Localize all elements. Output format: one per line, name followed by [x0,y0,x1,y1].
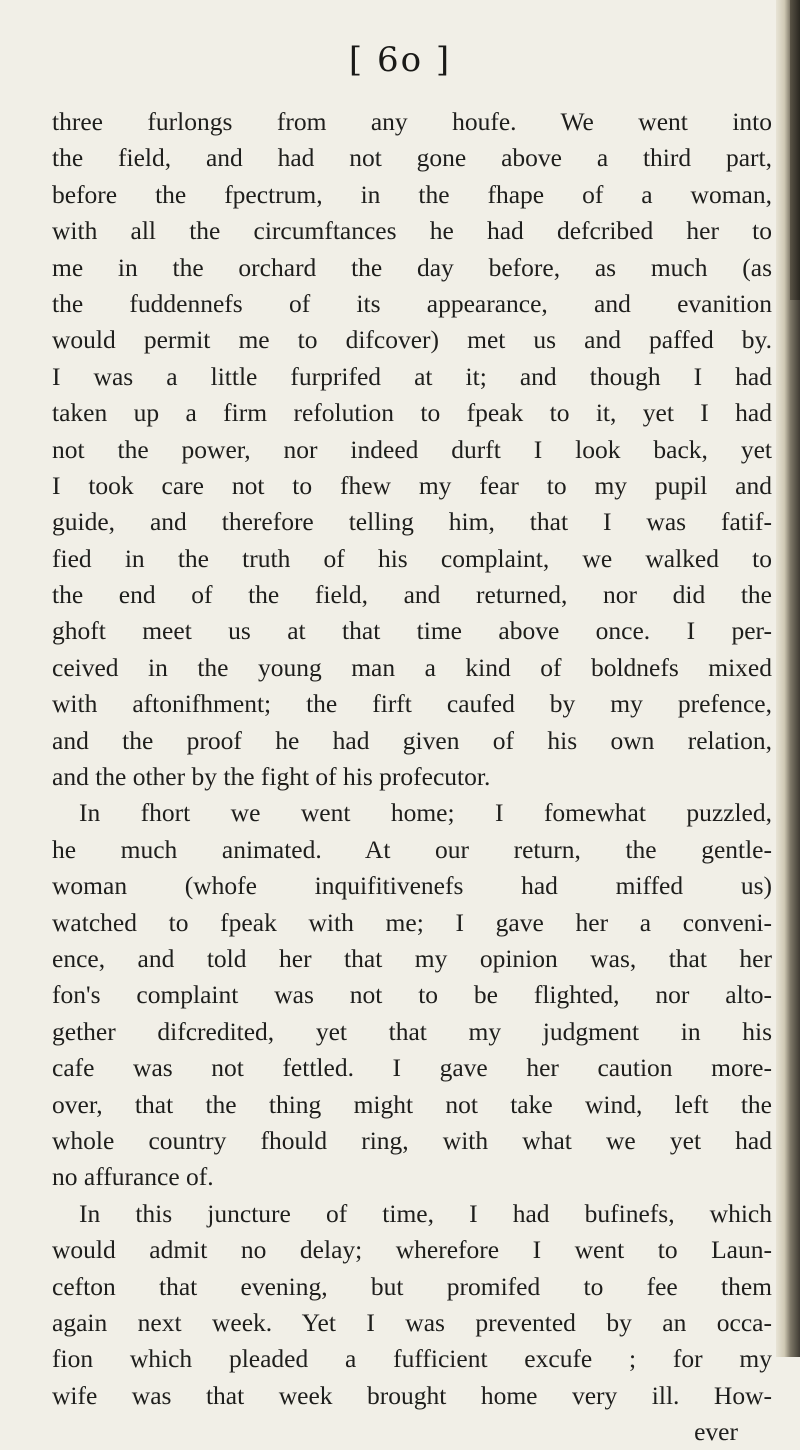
text-line-8: I was a little furprifed at it; and though I had [52,361,772,391]
text-line-31: In this juncture of time, I had bufinefs, which [79,1198,772,1228]
text-line-15: ghoft meet us at that time above once. I per- [52,616,772,646]
text-line-21: he much animated. At our return, the gentle- [52,834,772,864]
text-line-9: taken up a firm refolution to fpeak to it, yet I had [52,398,772,428]
text-line-11: I took care not to fhew my fear to my pupil and [52,470,772,500]
text-line-1: three furlongs from any houfe. We went into [52,107,772,136]
text-line-2: the field, and had not gone above a third part, [52,143,772,173]
text-line-33: cefton that evening, but promifed to fee them [52,1271,772,1301]
text-line-25: fon's complaint was not to be flighted, nor alto- [52,980,772,1010]
text-line-3: before the fpectrum, in the fhape of a woman, [52,179,772,209]
text-line-14: the end of the field, and returned, nor did the [52,580,772,610]
text-line-32: would admit no delay; wherefore I went to Laun- [52,1235,772,1265]
text-line-17: with aftonifhment; the firft caufed by my prefence, [52,689,772,719]
text-line-20: In fhort we went home; I fomewhat puzzled, [79,798,772,828]
text-line-4: with all the circumftances he had defcribed her to [52,216,772,246]
text-line-10: not the power, nor indeed durft I look back, yet [52,434,772,464]
text-line-35: fion which pleaded a fufficient excufe ; for my [52,1344,772,1374]
text-line-22: woman (whofe inquifitivenefs had miffed us) [52,871,772,901]
text-line-6: the fuddennefs of its appearance, and evanition [52,288,772,318]
page-number-header: [ 6o ] [348,40,452,80]
text-line-16: ceived in the young man a kind of boldnefs mixed [52,652,772,682]
text-line-28: over, that the thing might not take wind, left the [52,1089,772,1119]
text-line-23: watched to fpeak with me; I gave her a conveni- [52,907,772,937]
text-line-7: would permit me to difcover) met us and paffed by. [52,325,772,355]
text-line-18: and the proof he had given of his own relation, [52,725,772,755]
binding-edge [790,0,800,300]
text-line-34: again next week. Yet I was prevented by an occa- [52,1307,772,1337]
text-line-26: gether difcredited, yet that my judgment in his [52,1016,772,1046]
text-line-29: whole country fhould ring, with what we yet had [52,1125,772,1155]
text-line-24: ence, and told her that my opinion was, that her [52,943,772,973]
text-line-36: wife was that week brought home very ill. How- [52,1380,772,1410]
text-line-13: fied in the truth of his complaint, we walked to [52,543,772,573]
text-line-12: guide, and therefore telling him, that I was fatif- [52,507,772,537]
text-line-27: cafe was not fettled. I gave her caution more- [52,1053,772,1083]
text-line-5: me in the orchard the day before, as much (as [52,252,772,282]
text-line-19: and the other by the fight of his profecutor. [52,762,491,792]
body-text [52,104,772,1450]
catchword: ever [694,1417,738,1447]
text-line-30: no affurance of. [52,1162,214,1192]
